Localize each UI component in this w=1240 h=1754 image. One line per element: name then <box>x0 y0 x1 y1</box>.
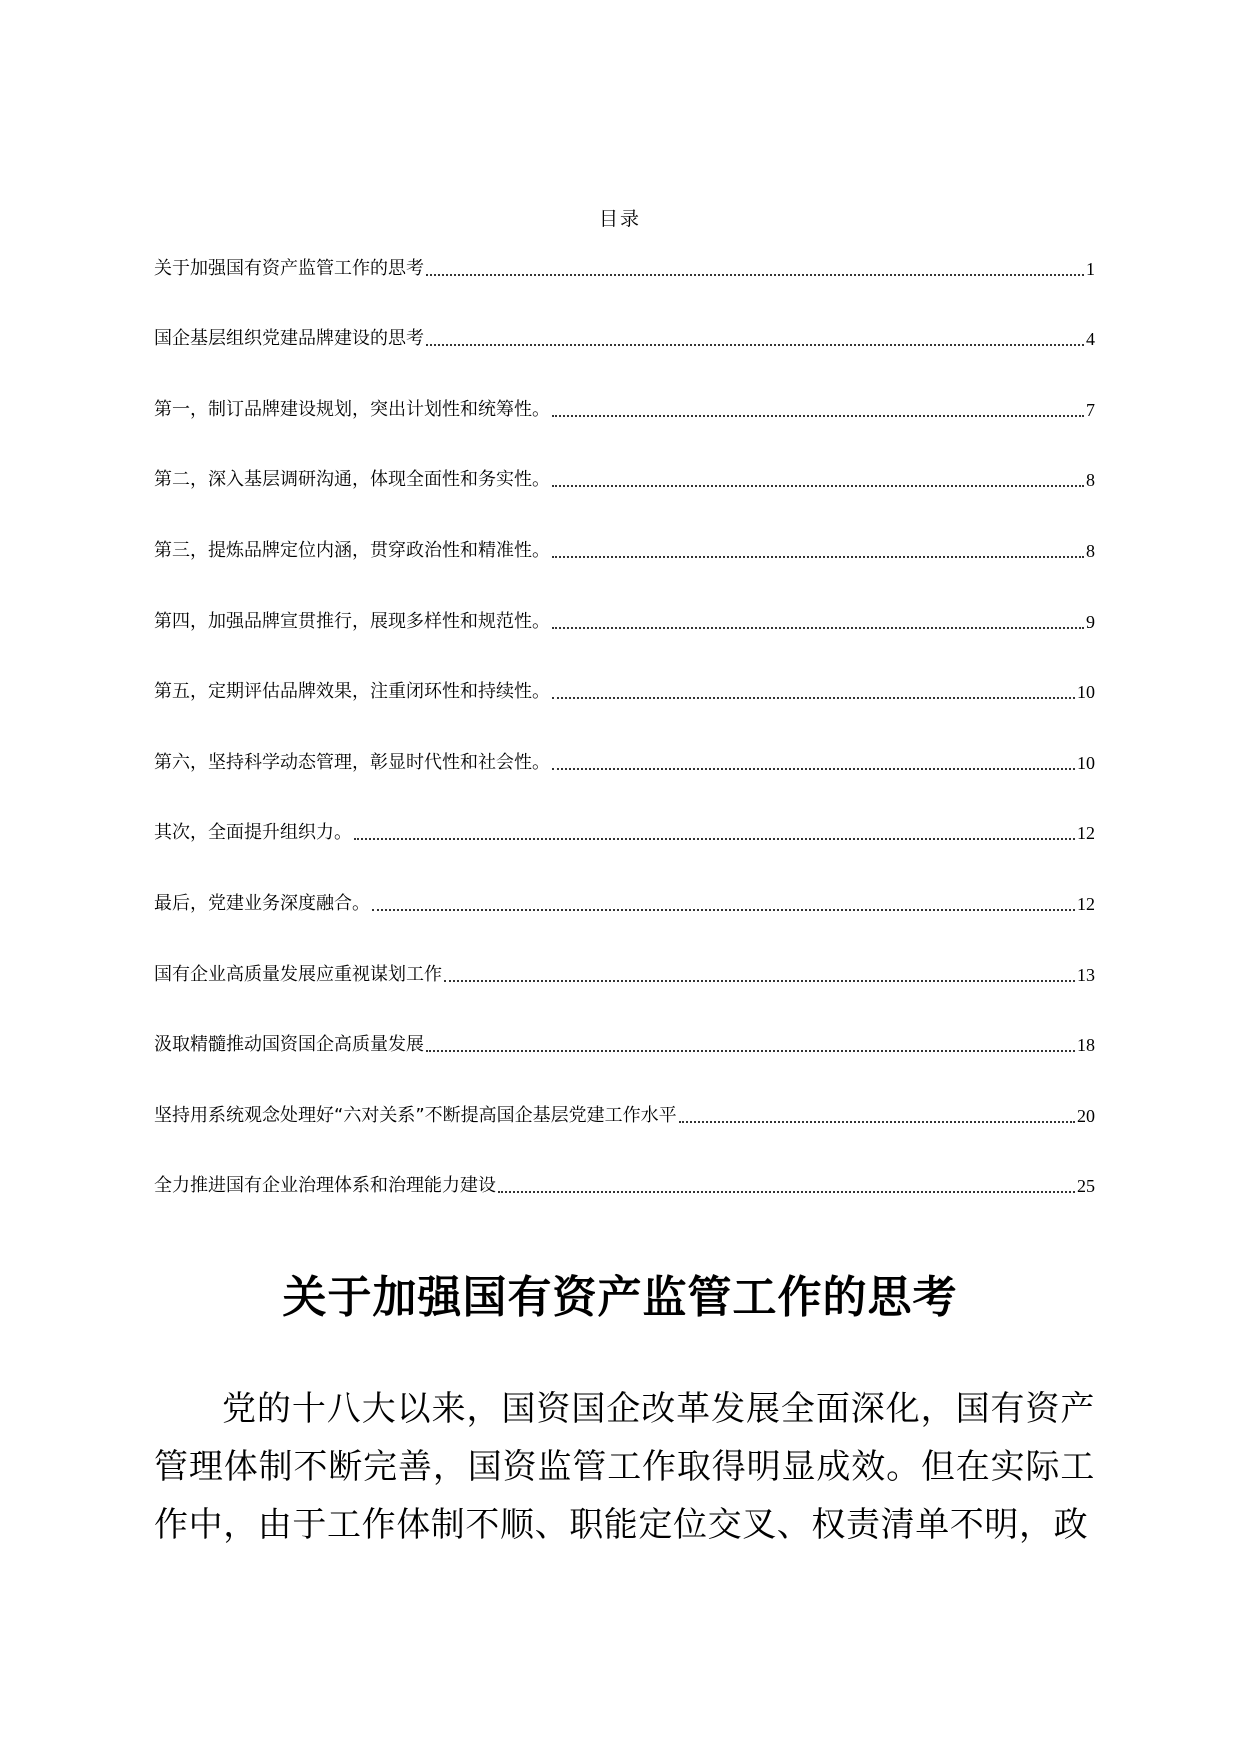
toc-dot-leader <box>426 1050 1075 1052</box>
toc-page-number: 10 <box>1077 752 1095 773</box>
toc-entry[interactable] <box>154 1032 1095 1103</box>
toc-entry-text: 最后，党建业务深度融合。 <box>154 892 370 914</box>
toc-entry-text: 全力推进国有企业治理体系和治理能力建设 <box>154 1175 496 1197</box>
toc-page-number: 13 <box>1077 964 1095 985</box>
toc-entry-text: 第四，加强品牌宣贯推行，展现多样性和规范性。 <box>154 610 550 632</box>
toc-entry[interactable] <box>154 396 1095 467</box>
toc-entry[interactable] <box>154 326 1095 397</box>
toc-dot-leader <box>426 344 1084 346</box>
table-of-contents <box>154 255 1095 1243</box>
toc-dot-leader <box>552 768 1075 770</box>
toc-page-number: 10 <box>1077 682 1095 703</box>
toc-entry[interactable] <box>154 1173 1095 1244</box>
toc-entry[interactable] <box>154 820 1095 891</box>
toc-entry[interactable] <box>154 255 1095 326</box>
toc-dot-leader <box>354 838 1075 840</box>
toc-entry-text: 国有企业高质量发展应重视谋划工作 <box>154 963 442 985</box>
toc-entry[interactable] <box>154 1102 1095 1173</box>
toc-entry-text: 其次，全面提升组织力。 <box>154 822 352 844</box>
toc-entry[interactable] <box>154 467 1095 538</box>
toc-dot-leader <box>679 1121 1075 1123</box>
toc-entry-text: 关于加强国有资产监管工作的思考 <box>154 257 424 279</box>
toc-entry[interactable] <box>154 608 1095 679</box>
article-title: 关于加强国有资产监管工作的思考 <box>282 1272 958 1323</box>
toc-entry[interactable] <box>154 749 1095 820</box>
toc-page-number: 12 <box>1077 893 1095 914</box>
toc-entry-text: 第一，制订品牌建设规划，突出计划性和统筹性。 <box>154 398 550 420</box>
article-paragraph: 党的十八大以来，国资国企改革发展全面深化，国有资产管理体制不断完善，国资监管工作取得明显成效。但在实际工作中，由于工作体制不顺、职能定位交叉、权责清单不明，政 <box>154 1389 1095 1545</box>
toc-entry-text: 第五，定期评估品牌效果，注重闭环性和持续性。 <box>154 681 550 703</box>
toc-dot-leader <box>552 556 1084 558</box>
toc-entry-text: 国企基层组织党建品牌建设的思考 <box>154 328 424 350</box>
toc-page-number: 1 <box>1086 258 1095 279</box>
toc-entry-text: 第二，深入基层调研沟通，体现全面性和务实性。 <box>154 469 550 491</box>
toc-page-number: 12 <box>1077 823 1095 844</box>
toc-entry-text: 第六，坚持科学动态管理，彰显时代性和社会性。 <box>154 751 550 773</box>
toc-page-number: 9 <box>1086 611 1095 632</box>
toc-dot-leader <box>552 697 1075 699</box>
toc-dot-leader <box>372 909 1075 911</box>
toc-entry[interactable] <box>154 537 1095 608</box>
toc-dot-leader <box>444 980 1075 982</box>
toc-page-number: 18 <box>1077 1035 1095 1056</box>
toc-dot-leader <box>498 1191 1075 1193</box>
toc-page-number: 7 <box>1086 399 1095 420</box>
toc-page-number: 8 <box>1086 470 1095 491</box>
toc-dot-leader <box>426 274 1084 276</box>
toc-entry-text: 坚持用系统观念处理好“六对关系”不断提高国企基层党建工作水平 <box>154 1104 677 1126</box>
toc-entry-text: 汲取精髓推动国资国企高质量发展 <box>154 1034 424 1056</box>
toc-entry[interactable] <box>154 961 1095 1032</box>
toc-dot-leader <box>552 415 1084 417</box>
toc-dot-leader <box>552 627 1084 629</box>
toc-title: 目录 <box>598 208 641 230</box>
toc-page-number: 25 <box>1077 1176 1095 1197</box>
toc-page-number: 20 <box>1077 1105 1095 1126</box>
toc-entry[interactable] <box>154 679 1095 750</box>
toc-dot-leader <box>552 485 1084 487</box>
toc-entry[interactable] <box>154 890 1095 961</box>
toc-entry-text: 第三，提炼品牌定位内涵，贯穿政治性和精准性。 <box>154 539 550 561</box>
toc-page-number: 8 <box>1086 540 1095 561</box>
toc-page-number: 4 <box>1086 329 1095 350</box>
